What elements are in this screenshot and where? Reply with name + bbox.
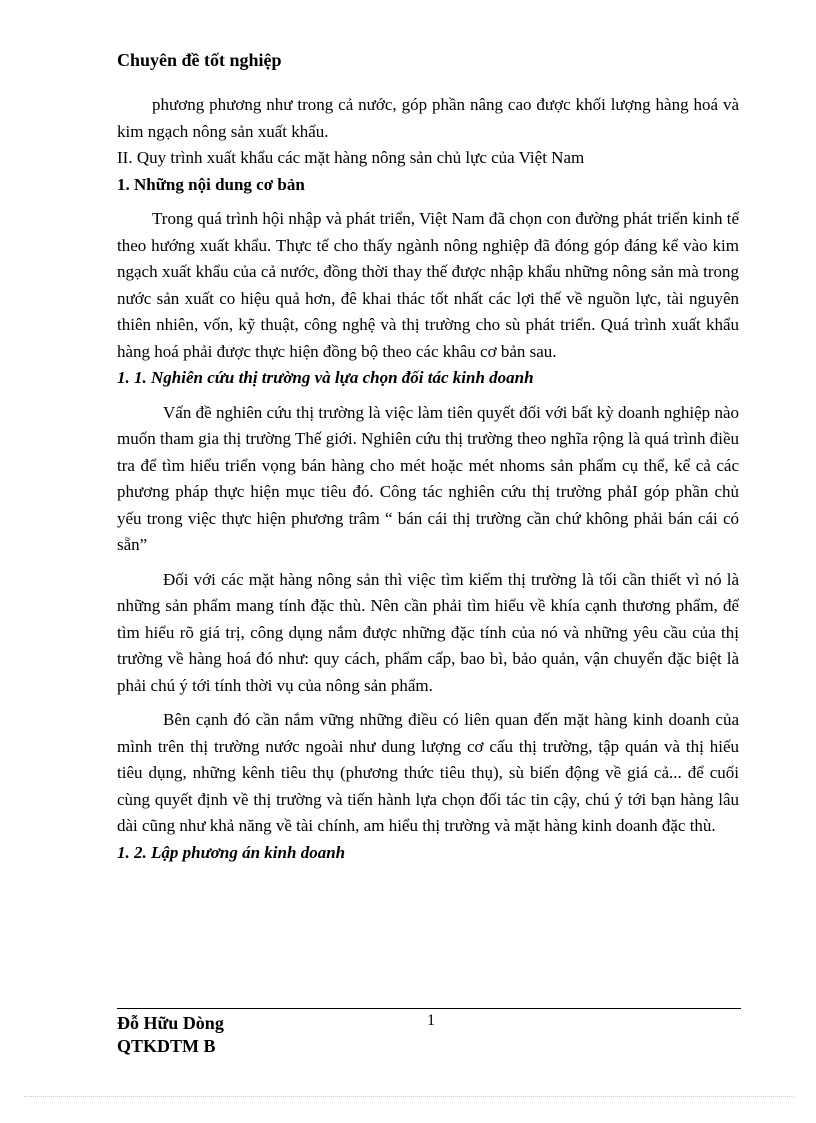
heading-1-2: 1. 2. Lập phương án kinh doanh (117, 842, 346, 862)
document-body (117, 92, 739, 866)
footer-divider (117, 1008, 741, 1009)
heading-1: 1. Những nội dung cơ bản (117, 174, 305, 194)
footer-author: Đỗ Hữu Dòng (117, 1013, 224, 1033)
page-number: 1 (427, 1012, 435, 1029)
paragraph-market-research: Vấn đề nghiên cứu thị trường là việc làm tiên quyết đối với bất kỳ doanh nghiệp nào muốn tham gia thị trường Thế giới. Nghiên cứu thị trường theo nghĩa rộng là quá trình điều tra để tìm hiểu triển vọng bán hàng cho mét hoặc mét nhoms sản phẩm cụ thể, kể cả các phương pháp thực hiện mục tiêu đó. Công tác nghiên cứu thị trường phảI góp phần chủ yếu trong việc thực hiện phương trâm “ bán cái thị trường cần chứ không phải bán cái có sẵn” (117, 402, 739, 554)
section-heading-ii: II. Quy trình xuất khẩu các mặt hàng nông sản chủ lực của Việt Nam (117, 148, 585, 167)
page-bottom-edge (24, 1096, 794, 1097)
document-header-title: Chuyên đề tốt nghiệp (117, 50, 282, 70)
heading-1-1: 1. 1. Nghiên cứu thị trường và lựa chọn đối tác kinh doanh (117, 368, 534, 387)
paragraph-agri-products: Đối với các mặt hàng nông sản thì việc tìm kiếm thị trường là tối cần thiết vì nó là những sản phẩm mang tính đặc thù. Nên cần phải tìm hiểu về khía cạnh thương phẩm, để tìm hiểu rõ giá trị, công dụng nắm được những đặc tính của nó và những yêu cầu của thị trường về hàng hoá đó như: quy cách, phẩm cấp, bao bì, bảo quản, vận chuyển đặc biệt là phải chú ý tới tính thời vụ của nông sản phẩm. (117, 569, 739, 695)
paragraph-intro: Trong quá trình hội nhập và phát triển, Việt Nam đã chọn con đường phát triển kinh tế theo hướng xuất khẩu. Thực tế cho thấy ngành nông nghiệp đã đóng góp đáng kể vào kim ngạch xuất khẩu của cả nước, đồng thời thay thế được nhập khẩu những nông sản mà trong nước sản xuất co hiệu quả hơn, đê khai thác tốt nhất các lợi thế về nguồn lực, tài nguyên thiên nhiên, vốn, kỹ thuật, công nghệ và thị trường cho sù phát triển. Quá trình xuất khẩu hàng hoá phải được thực hiện đồng bộ theo các khâu cơ bản sau. (117, 209, 739, 361)
paragraph-continuation: phương phương như trong cả nước, góp phần nâng cao được khối lượng hàng hoá và kim ngạch nông sản xuất khẩu. (117, 95, 739, 141)
paragraph-partner-selection: Bên cạnh đó cần nắm vững những điều có liên quan đến mặt hàng kinh doanh của mình trên thị trường nước ngoài như dung lượng cơ cấu thị trường, tập quán và thị hiếu tiêu dụng, những kênh tiêu thụ (phương thức tiêu thụ), sù biến động về giá cả... để cuối cùng quyết định về thị trường và tiến hành lựa chọn đối tác tin cậy, chú ý tới bạn hàng lâu dài cũng như khả năng về tài chính, am hiểu thị trường và mặt hàng kinh doanh đặc thù. (117, 710, 739, 835)
footer-department: QTKDTM B (117, 1036, 216, 1056)
